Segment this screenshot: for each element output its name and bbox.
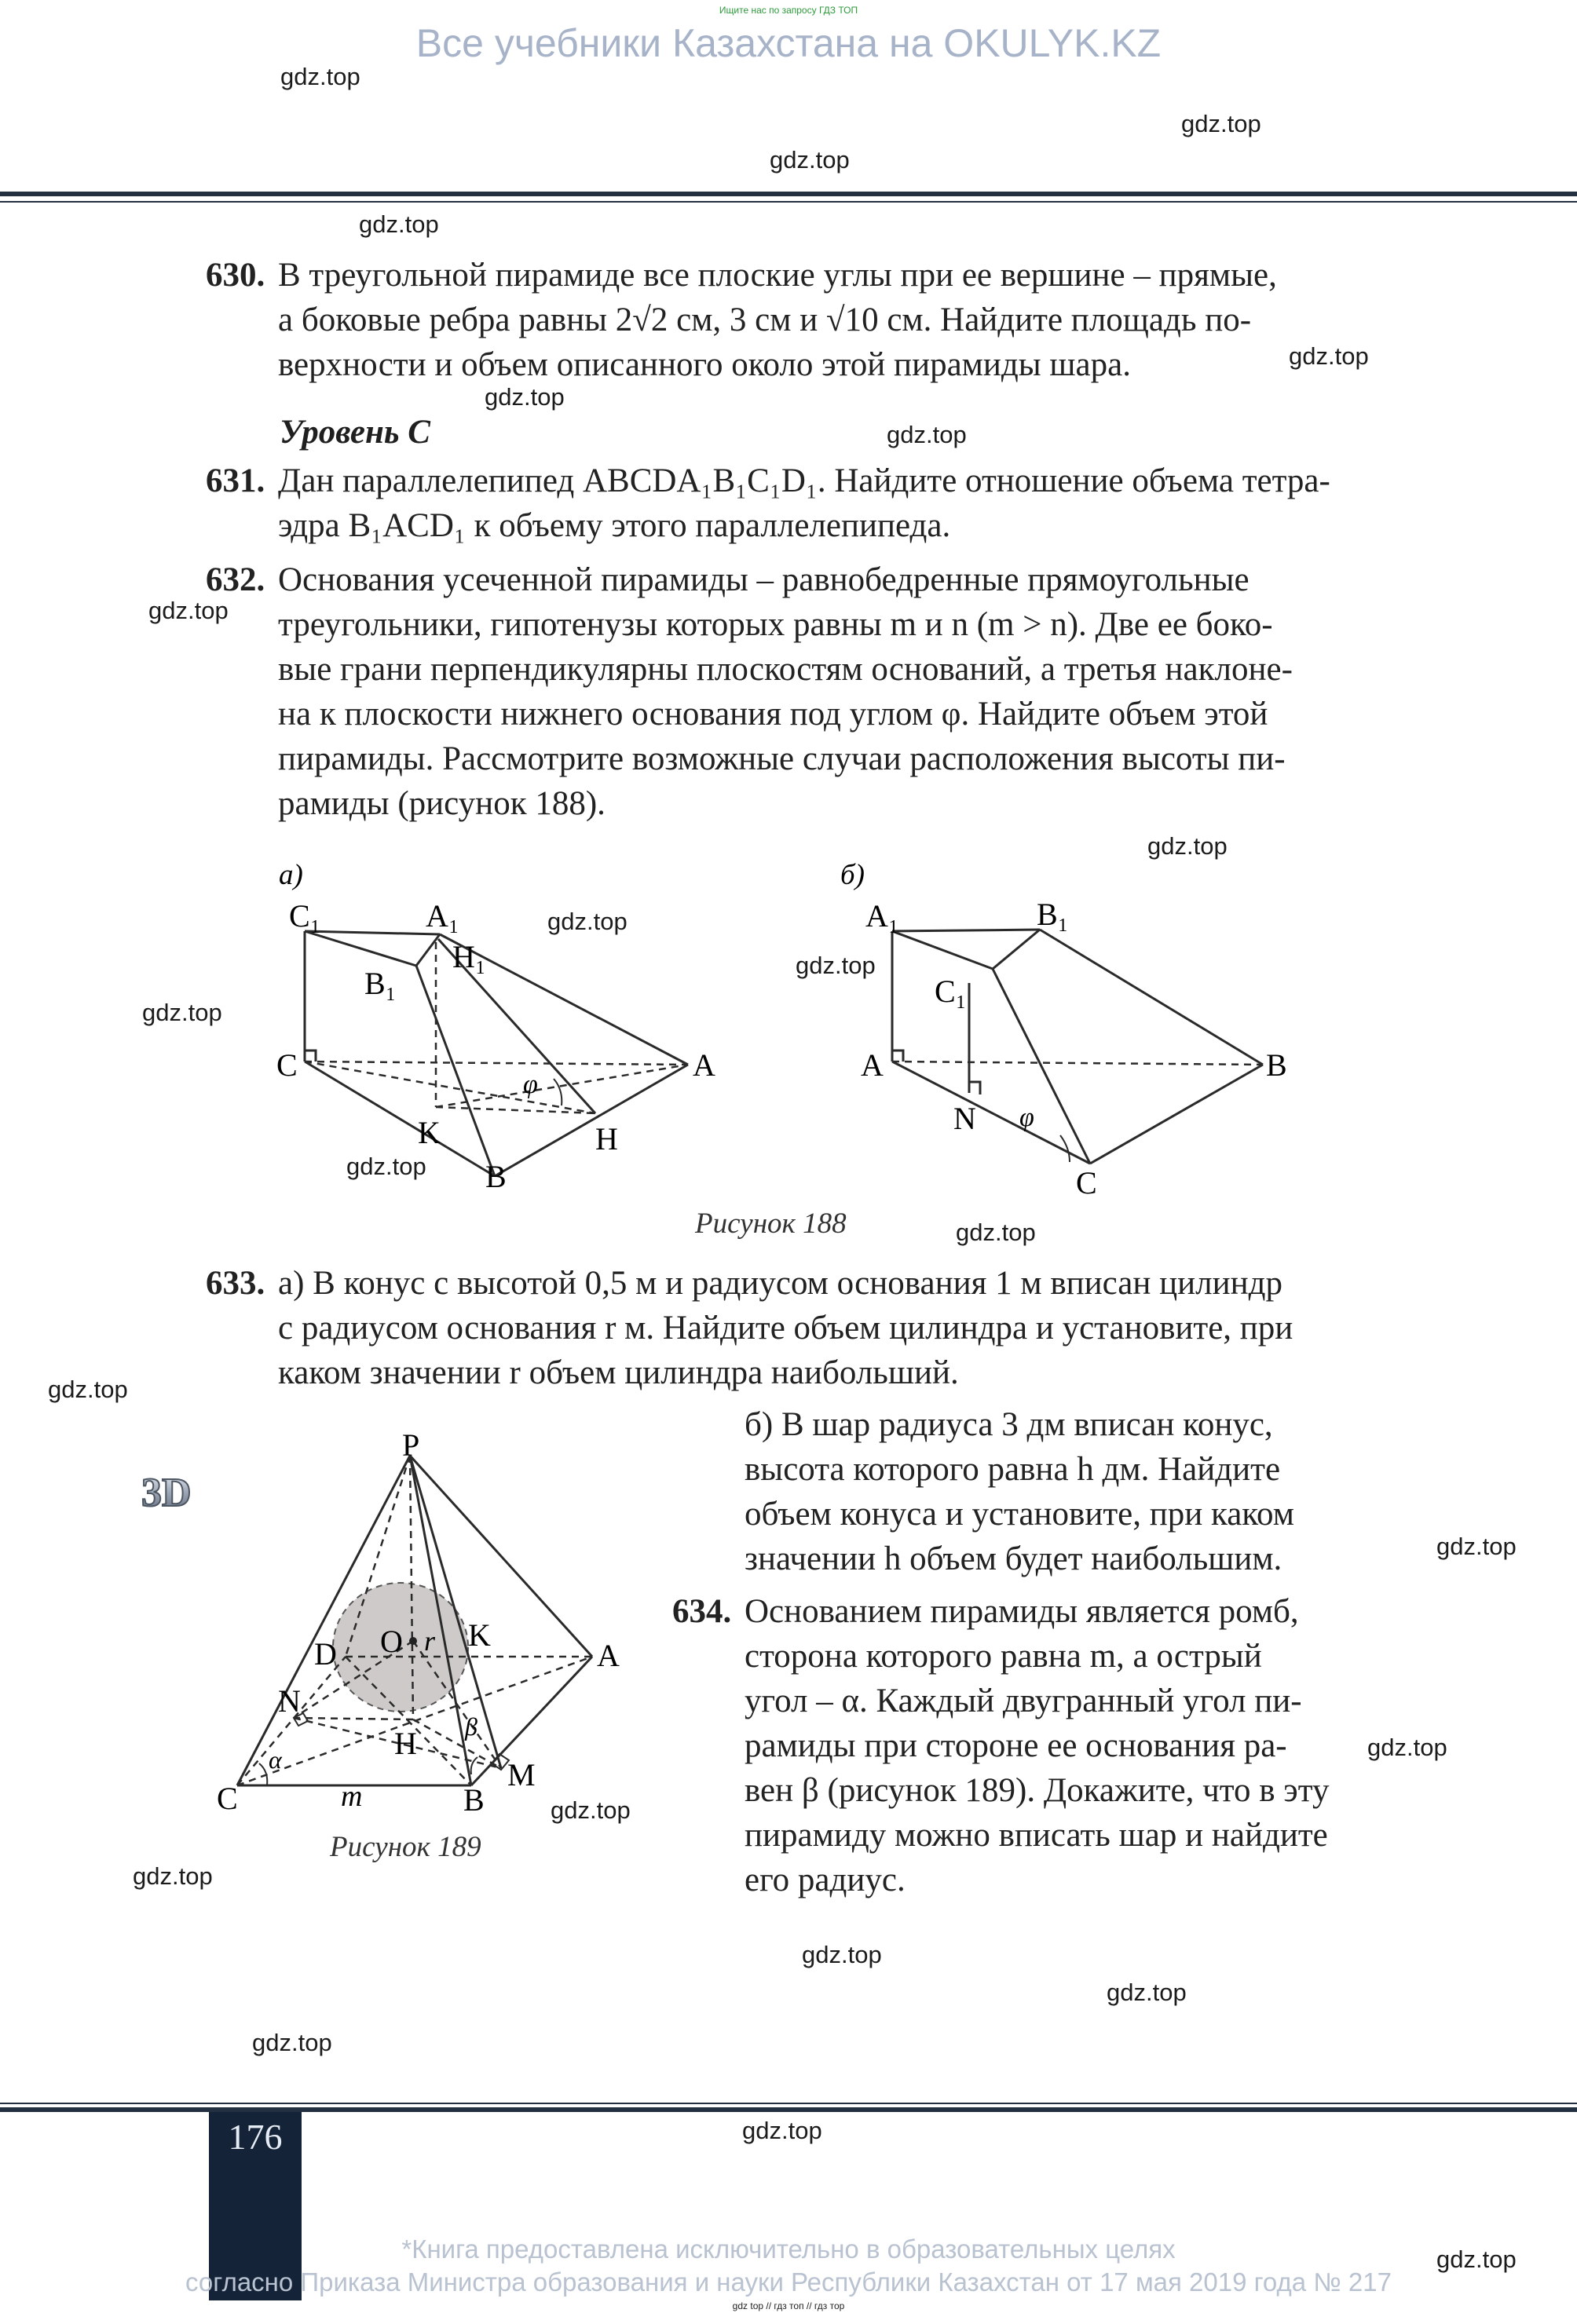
- point-label: A₁: [865, 898, 899, 934]
- problem-631: [206, 459, 1365, 548]
- point-label: H: [595, 1121, 618, 1157]
- watermark: gdz.top: [1367, 1734, 1447, 1761]
- 3d-icon: [138, 1463, 207, 1517]
- problem-633b: [745, 1402, 1365, 1581]
- figure-label: б): [840, 859, 865, 891]
- point-label: B₁: [364, 966, 397, 1001]
- watermark: gdz.top: [887, 421, 967, 448]
- point-label: M: [507, 1757, 536, 1792]
- watermark: gdz.top: [1147, 832, 1228, 860]
- watermark: gdz.top: [802, 1941, 882, 1968]
- point-label: O: [380, 1624, 403, 1659]
- problem-632: [206, 557, 1365, 826]
- point-label: A: [861, 1047, 884, 1083]
- point-label: A: [597, 1638, 620, 1673]
- footer-order: согласно Приказа Министра образования и науки Республики Казахстан от 17 мая 2019 года № 217: [185, 2267, 1392, 2297]
- point-label: C₁: [289, 898, 321, 934]
- figure-188: [259, 848, 1359, 1256]
- watermark: gdz.top: [133, 1862, 213, 1890]
- problem-text: а) В конус с высотой 0,5 м и радиусом основания 1 м вписан цилиндр с радиусом основания r м. Найдите объем цилиндра и установите, при каком значении r объем цилиндра наибольший.: [278, 1265, 1293, 1391]
- watermark: gdz.top: [252, 2029, 332, 2056]
- watermark: gdz.top: [796, 952, 876, 979]
- point-label: A: [693, 1047, 715, 1083]
- problem-634: [672, 1589, 1365, 1902]
- figure-label: а): [279, 859, 303, 891]
- point-label: A₁: [426, 898, 459, 934]
- point-label: C₁: [935, 974, 967, 1009]
- angle-label: α: [269, 1745, 282, 1774]
- point-label: H₁: [452, 939, 486, 974]
- problem-text: В треугольной пирамиде все плоские углы при ее вершине – прямые, а боковые ребра равны 2√2 см, 3 см и √10 см. Найдите площадь по- верхности и объем описанного около этой пирамиды шара.: [278, 257, 1277, 383]
- angle-label: φ: [1019, 1103, 1034, 1132]
- radius-label: r: [424, 1625, 436, 1657]
- watermark: gdz.top: [148, 597, 229, 624]
- point-label: B: [1266, 1047, 1287, 1083]
- watermark: gdz.top: [280, 63, 360, 90]
- watermark: gdz.top: [551, 1796, 631, 1824]
- watermark: gdz.top: [956, 1219, 1036, 1246]
- point-label: K: [418, 1115, 441, 1150]
- point-label: H: [394, 1726, 417, 1761]
- point-label: D: [314, 1636, 337, 1672]
- watermark: gdz.top: [142, 999, 222, 1026]
- point-label: N: [953, 1101, 976, 1136]
- problem-number: 633.: [206, 1265, 265, 1302]
- problem-number: 630.: [206, 257, 265, 294]
- problem-number: 632.: [206, 561, 265, 598]
- point-label: P: [402, 1434, 420, 1463]
- watermark: gdz.top: [1181, 110, 1261, 137]
- point-label: C: [217, 1781, 238, 1816]
- angle-label: β: [465, 1712, 477, 1741]
- point-label: N: [278, 1683, 301, 1719]
- watermark: gdz.top: [547, 908, 628, 935]
- watermark: gdz.top: [742, 2117, 822, 2144]
- problem-text: б) В шар радиуса 3 дм вписан конус, высота которого равна h дм. Найдите объем конуса и установите, при каком значении h объем будет наибольшим.: [745, 1406, 1294, 1577]
- watermark: gdz.top: [346, 1153, 426, 1180]
- problem-text: Основанием пирамиды является ромб, сторона которого равна m, а острый угол – α. Каждый двугранный угол пи- рамиды при стороне ее основания ра- вен β (рисунок 189). Докажите, что в эту пирамиду можно вписать шар и найдите его радиус.: [745, 1593, 1330, 1898]
- point-label: B₁: [1037, 897, 1069, 932]
- problem-630: [206, 253, 1365, 387]
- point-label: C: [1076, 1165, 1097, 1200]
- site-title[interactable]: Все учебники Казахстана на OKULYK.KZ: [415, 21, 1162, 65]
- point-label: B: [485, 1159, 507, 1194]
- side-label: m: [341, 1780, 363, 1813]
- watermark: gdz.top: [1436, 2245, 1517, 2273]
- problem-number: 631.: [206, 462, 265, 499]
- watermark: gdz.top: [1289, 342, 1369, 370]
- point-label: B: [463, 1782, 485, 1818]
- angle-label: φ: [523, 1070, 538, 1099]
- level-heading: Уровень С: [280, 414, 430, 451]
- point-label: C: [276, 1047, 298, 1083]
- figure-189: [212, 1434, 652, 1881]
- problem-633: [206, 1261, 1365, 1395]
- watermark: gdz.top: [485, 383, 565, 411]
- problem-text: Основания усеченной пирамиды – равнобедренные прямоугольные треугольники, гипотенузы которых равны m и n (m > n). Две ее боко- вые грани перпендикулярны плоскостям оснований, а третья наклоне- на к плоскости нижнего основания под углом φ. Найдите объем этой пирамиды. Рассмотрите возможные случаи расположения высоты пи- рамиды (рисунок 188).: [278, 561, 1293, 822]
- footer-tiny: gdz top // гдз топ // гдз тор: [732, 2300, 845, 2311]
- watermark: gdz.top: [1107, 1979, 1187, 2006]
- footer-note: *Книга предоставлена исключительно в образовательных целях: [401, 2234, 1176, 2264]
- watermark: gdz.top: [359, 210, 439, 238]
- figure-caption: Рисунок 188: [695, 1208, 847, 1240]
- header-rule: [0, 192, 1577, 196]
- watermark: gdz.top: [1436, 1533, 1517, 1560]
- header-rule-thin: [0, 201, 1577, 203]
- problem-text: Дан параллелепипед ABCDA₁B₁C₁D₁. Найдите отношение объема тетра- эдра B₁ACD₁ к объему этого параллелепипеда.: [278, 462, 1330, 544]
- footer-rule-thin: [0, 2103, 1577, 2104]
- watermark: gdz.top: [48, 1376, 128, 1403]
- problem-number: 634.: [672, 1593, 732, 1630]
- top-search-note: Ищите нас по запросу ГДЗ ТОП: [719, 5, 858, 16]
- point-label: K: [468, 1617, 491, 1653]
- svg-text:3D: 3D: [141, 1471, 192, 1515]
- watermark: gdz.top: [770, 146, 850, 174]
- figure-caption: Рисунок 189: [330, 1831, 481, 1863]
- page-number: 176: [228, 2117, 283, 2157]
